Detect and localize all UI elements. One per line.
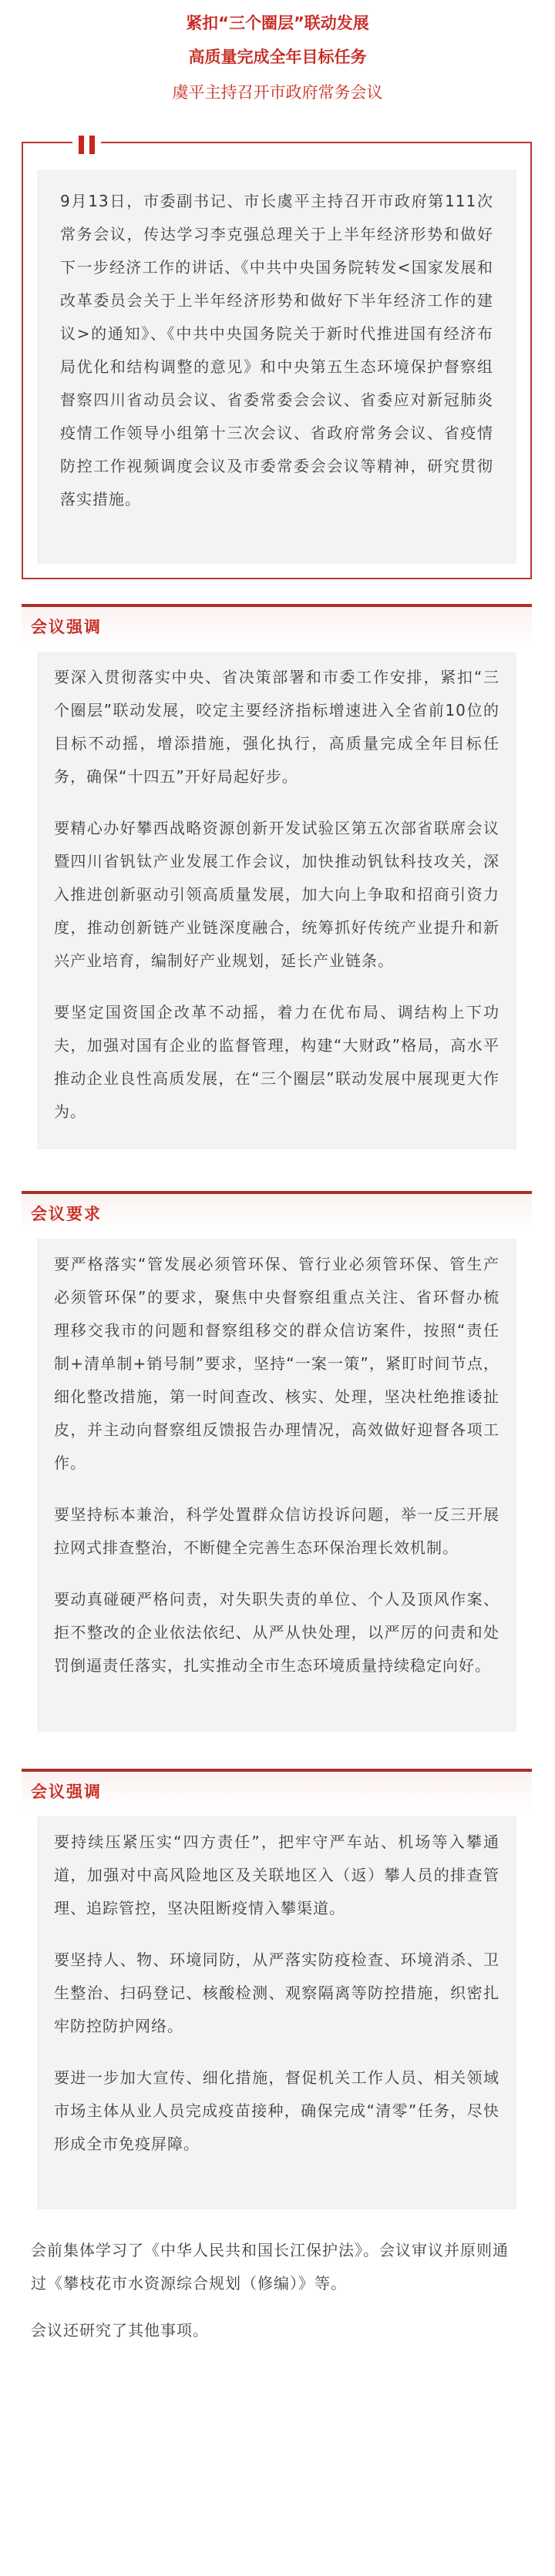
paragraph: 要精心办好攀西战略资源创新开发试验区第五次部省联席会议暨四川省钒钛产业发展工作会议，加快推动钒钛科技攻关，深入推进创新驱动引领高质量发展，加大向上争取和招商引资力度，推动创新链产业链深度融合，统筹抓好传统产业提升和新兴产业培育，编制好产业规划，延长产业链条。 xyxy=(54,819,500,970)
paragraph: 要持续压紧压实“四方责任”，把牢守严车站、机场等入攀通道，加强对中高风险地区及关联地区入（返）攀人员的排查管理、追踪管控，坚决阻断疫情入攀渠道。 xyxy=(54,1833,500,1917)
section-body xyxy=(37,1239,516,1732)
section-body xyxy=(37,652,516,1149)
closing-paragraph: 会议还研究了其他事项。 xyxy=(31,2321,209,2340)
section-header xyxy=(22,1191,532,1233)
paragraph: 要动真碰硬严格问责，对失职失责的单位、个人及顶风作案、拒不整改的企业依法依纪、从严从快处理，以严厉的问责和处罚倒逼责任落实，扎实推动全市生态环境质量持续稳定向好。 xyxy=(54,1590,500,1675)
section-meeting-emphasis-1 xyxy=(22,604,532,1159)
paragraph: 要严格落实“管发展必须管环保、管行业必须管环保、管生产必须管环保”的要求，聚焦中央督察组重点关注、省环督办梳理移交我市的问题和督察组移交的群众信访案件，按照“责任制+清单制+销号制”要求，坚持“一案一策”，紧盯时间节点，细化整改措施，第一时间查改、核实、处理，坚决杜绝推诿扯皮，并主动向督察组反馈报告办理情况，高效做好迎督各项工作。 xyxy=(54,1255,500,1472)
headline-line-2: 高质量完成全年目标任务 xyxy=(188,48,367,66)
section-meeting-requirements xyxy=(22,1191,532,1739)
paragraph: 要坚持标本兼治，科学处置群众信访投诉问题，举一反三开展拉网式排查整治，不断健全完善生态环保治理长效机制。 xyxy=(54,1505,500,1557)
paragraph: 要坚定国资国企改革不动摇，着力在优布局、调结构上下功夫，加强对国有企业的监督管理，构建“大财政”格局，高水平推动企业良性高质发展，在“三个圈层”联动发展中展现更大作为。 xyxy=(54,1003,500,1121)
section-header xyxy=(22,604,532,646)
section-title: 会议强调 xyxy=(31,1783,102,1801)
intro-paragraph: 9月13日，市委副书记、市长虞平主持召开市政府第111次常务会议，传达学习李克强总理关于上半年经济形势和做好下一步经济工作的讲话、《中共中央国务院转发<国家发展和改革委员会关于上半年经济形势和做好下半年经济工作的建议>的通知》、《中共中央国务院关于新时代推进国有经济布局优化和结构调整的意见》和中央第五生态环境保护督察组督察四川省动员会议、省委常委会会议、省委应对新冠肺炎疫情工作领导小组第十三次会议、省政府常务会议、省疫情防控工作视频调度会议及市委常委会会议等精神，研究贯彻落实措施。 xyxy=(60,192,493,508)
closing-paragraph: 会前集体学习了《中华人民共和国长江保护法》。会议审议并原则通过《攀枝花市水资源综合规划（修编）》等。 xyxy=(31,2241,509,2293)
paragraph: 要进一步加大宣传、细化措施，督促机关工作人员、相关领域市场主体从业人员完成疫苗接种，确保完成“清零”任务，尽快形成全市免疫屏障。 xyxy=(54,2068,500,2153)
paragraph: 要坚持人、物、环境同防，从严落实防疫检查、环境消杀、卫生整治、扫码登记、核酸检测、观察隔离等防控措施，织密扎牢防控防护网络。 xyxy=(54,1950,500,2035)
section-body xyxy=(37,1816,516,2209)
section-meeting-emphasis-2 xyxy=(22,1769,532,2214)
section-title: 会议要求 xyxy=(31,1205,102,1223)
intro-bars-decoration xyxy=(72,136,101,154)
headline-line-1: 紧扣“三个圈层”联动发展 xyxy=(186,14,369,32)
section-header xyxy=(22,1769,532,1810)
closing-text xyxy=(31,2234,524,2347)
intro-box xyxy=(37,169,516,564)
subheadline: 虞平主持召开市政府常务会议 xyxy=(172,83,383,102)
paragraph: 要深入贯彻落实中央、省决策部署和市委工作安排，紧扣“三个圈层”联动发展，咬定主要经济指标增速进入全省前10位的目标不动摇，增添措施，强化执行，高质量完成全年目标任务，确保“十四五”开好局起好步。 xyxy=(54,668,500,786)
section-title: 会议强调 xyxy=(31,618,102,636)
